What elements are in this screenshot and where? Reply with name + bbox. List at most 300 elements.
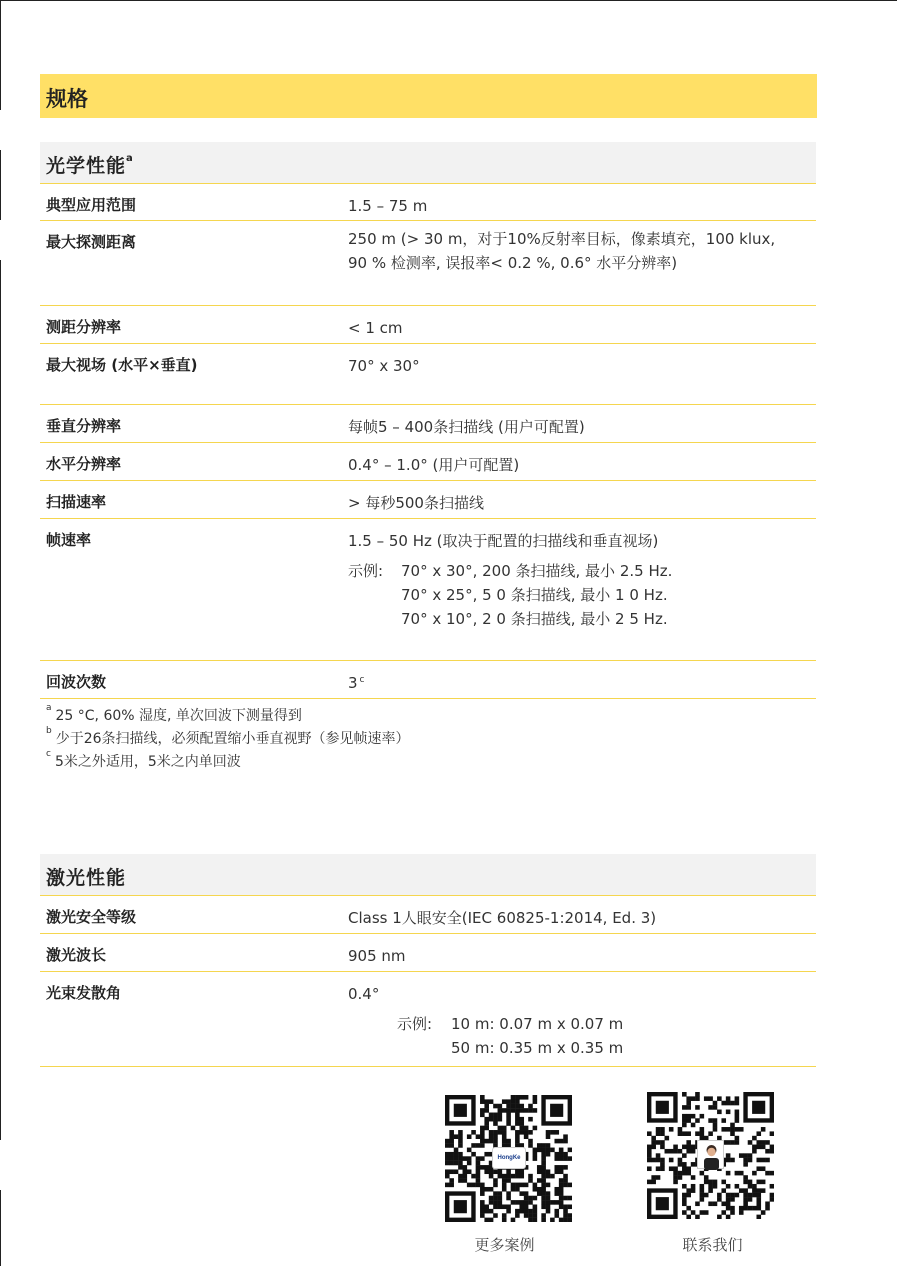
qr-module: [756, 1131, 761, 1136]
qr-module: [682, 1118, 687, 1123]
qr-module: [735, 1114, 740, 1119]
qr-module: [524, 1134, 529, 1139]
qr-module: [563, 1196, 568, 1201]
qr-module: [493, 1183, 498, 1188]
qr-module: [541, 1178, 546, 1183]
qr-module: [554, 1165, 559, 1170]
qr-module: [480, 1156, 485, 1161]
qr-module: [726, 1197, 731, 1202]
contact-avatar: [697, 1140, 724, 1169]
qr-module: [691, 1188, 696, 1193]
spec-row-scan-rate: [40, 481, 816, 519]
optical-section-header: [40, 142, 816, 184]
qr-module: [682, 1092, 687, 1097]
qr-module: [686, 1193, 691, 1198]
qr-module: [528, 1196, 533, 1201]
qr-module: [554, 1169, 559, 1174]
qr-module: [686, 1188, 691, 1193]
qr-module: [515, 1134, 520, 1139]
qr-module: [695, 1131, 700, 1136]
spec-value: 每帧5 – 400条扫描线 (用户可配置): [348, 418, 585, 436]
qr-module: [678, 1175, 683, 1180]
spec-label: 最大探测距离: [46, 233, 137, 251]
qr-module: [541, 1156, 546, 1161]
footnote: [46, 705, 302, 725]
qr-module: [739, 1206, 744, 1211]
qr-module: [682, 1105, 687, 1110]
qr-module: [524, 1130, 529, 1135]
divergence-example: 50 m: 0.35 m x 0.35 m: [451, 1039, 624, 1057]
qr-module: [537, 1191, 542, 1196]
qr-module: [735, 1096, 740, 1101]
qr-module: [765, 1140, 770, 1145]
qr-module: [480, 1165, 485, 1170]
qr-module: [735, 1184, 740, 1189]
qr-module: [678, 1127, 683, 1132]
qr-module: [445, 1143, 450, 1148]
qr-module: [445, 1152, 450, 1157]
qr-module: [743, 1201, 748, 1206]
qr-module: [735, 1136, 740, 1141]
qr-module: [533, 1095, 538, 1100]
qr-module: [651, 1175, 656, 1180]
qr-module: [498, 1104, 503, 1109]
qr-module: [458, 1143, 463, 1148]
qr-module: [651, 1145, 656, 1150]
qr-module: [489, 1218, 494, 1222]
qr-module: [484, 1108, 489, 1113]
spec-value: 0.4° – 1.0° (用户可配置): [348, 456, 520, 474]
qr-module: [554, 1156, 559, 1161]
qr-module: [686, 1105, 691, 1110]
qr-module: [515, 1099, 520, 1104]
qr-module: [748, 1184, 753, 1189]
qr-module: [682, 1131, 687, 1136]
qr-module: [708, 1184, 713, 1189]
qr-module: [445, 1183, 450, 1188]
spec-label: 典型应用范围: [46, 196, 137, 214]
spec-label: 激光安全等级: [46, 908, 137, 926]
qr-module: [519, 1174, 524, 1179]
qr-module: [541, 1183, 546, 1188]
qr-module: [678, 1149, 683, 1154]
spec-row-typical-range: [40, 184, 816, 221]
qr-module: [563, 1156, 568, 1161]
qr-module: [673, 1180, 678, 1185]
qr-module: [550, 1148, 555, 1153]
qr-module: [770, 1171, 774, 1176]
qr-module: [726, 1206, 731, 1211]
qr-module: [717, 1096, 722, 1101]
qr-module: [726, 1140, 731, 1145]
qr-module: [484, 1099, 489, 1104]
qr-module: [761, 1210, 766, 1215]
qr-module: [454, 1152, 459, 1157]
spec-value: 1.5 – 75 m: [348, 197, 428, 215]
qr-module: [524, 1191, 529, 1196]
qr-module: [559, 1183, 564, 1188]
spec-value: [348, 227, 775, 275]
qr-module: [686, 1118, 691, 1123]
qr-module: [524, 1108, 529, 1113]
qr-module: [559, 1156, 564, 1161]
qr-module: [484, 1117, 489, 1122]
qr-module: [756, 1193, 761, 1198]
qr-module: [748, 1193, 753, 1198]
qr-module: [528, 1108, 533, 1113]
qr-module: [528, 1130, 533, 1135]
edge-gap: [0, 1140, 2, 1190]
qr-module: [528, 1143, 533, 1148]
qr-module: [533, 1204, 538, 1209]
qr-module: [541, 1152, 546, 1157]
qr-module: [515, 1121, 520, 1126]
qr-module: [493, 1191, 498, 1196]
qr-module: [506, 1178, 511, 1183]
qr-module: [467, 1169, 472, 1174]
spec-value: 1.5 – 50 Hz (取决于配置的扫描线和垂直视场): [348, 532, 659, 550]
qr-module: [449, 1156, 454, 1161]
frame-rate-example: 70° x 30°, 200 条扫描线, 最小 2.5 Hz.: [401, 562, 673, 580]
qr-module: [528, 1200, 533, 1205]
qr-module: [726, 1101, 731, 1106]
qr-module: [695, 1201, 700, 1206]
qr-module: [752, 1193, 757, 1198]
footnote-text: 5米之外适用，5米之内单回波: [54, 754, 241, 770]
page-title-bar: [40, 74, 817, 118]
qr-module: [726, 1127, 731, 1132]
qr-module: [537, 1187, 542, 1192]
qr-module: [484, 1204, 489, 1209]
frame-rate-example: 70° x 10°, 2 0 条扫描线, 最小 2 5 Hz.: [401, 610, 668, 628]
qr-module: [700, 1127, 705, 1132]
qr-module: [493, 1204, 498, 1209]
qr-module: [673, 1149, 678, 1154]
qr-module: [721, 1201, 726, 1206]
spec-row-horizontal-resolution: [40, 443, 816, 481]
qr-module: [537, 1169, 542, 1174]
qr-module: [533, 1213, 538, 1218]
qr-module: [563, 1134, 568, 1139]
qr-module: [533, 1218, 538, 1222]
qr-module: [656, 1153, 661, 1158]
qr-module: [546, 1196, 551, 1201]
qr-module: [480, 1191, 485, 1196]
qr-module: [682, 1123, 687, 1128]
qr-module: [528, 1209, 533, 1214]
qr-module: [708, 1105, 713, 1110]
qr-module: [515, 1209, 520, 1214]
qr-module: [537, 1165, 542, 1170]
qr-module: [489, 1209, 494, 1214]
qr-module: [471, 1130, 476, 1135]
qr-module: [541, 1196, 546, 1201]
qr-module: [467, 1161, 472, 1166]
qr-module: [748, 1197, 753, 1202]
qr-module: [748, 1180, 753, 1185]
qr-module: [682, 1166, 687, 1171]
qr-module: [660, 1145, 665, 1150]
qr-module: [682, 1114, 687, 1119]
qr-module: [519, 1095, 524, 1100]
qr-module: [519, 1130, 524, 1135]
qr-module: [493, 1178, 498, 1183]
qr-caption-contact: 联系我们: [682, 1236, 743, 1254]
qr-module: [752, 1171, 757, 1176]
qr-module: [669, 1127, 674, 1132]
qr-module: [458, 1156, 463, 1161]
qr-module: [656, 1166, 661, 1171]
qr-module: [682, 1171, 687, 1176]
qr-module: [743, 1158, 748, 1163]
qr-module: [480, 1204, 485, 1209]
qr-module: [660, 1140, 665, 1145]
qr-module: [519, 1104, 524, 1109]
qr-module: [533, 1126, 538, 1131]
qr-module: [686, 1166, 691, 1171]
qr-module: [756, 1140, 761, 1145]
qr-module: [743, 1180, 748, 1185]
qr-module: [533, 1209, 538, 1214]
qr-module: [770, 1184, 774, 1189]
qr-module: [756, 1188, 761, 1193]
qr-module: [463, 1174, 468, 1179]
qr-module: [708, 1131, 713, 1136]
qr-module: [493, 1139, 498, 1144]
spec-label: 测距分辨率: [46, 318, 122, 336]
qr-module: [502, 1174, 507, 1179]
qr-module: [761, 1158, 766, 1163]
qr-module: [691, 1175, 696, 1180]
qr-module: [546, 1200, 551, 1205]
spec-value: Class 1人眼安全(IEC 60825-1:2014, Ed. 3): [348, 909, 657, 927]
qr-module: [528, 1218, 533, 1222]
qr-module: [502, 1126, 507, 1131]
qr-module: [533, 1183, 538, 1188]
qr-module: [559, 1196, 564, 1201]
qr-module: [765, 1158, 770, 1163]
qr-module: [489, 1196, 494, 1201]
qr-module: [541, 1165, 546, 1170]
qr-module: [515, 1174, 520, 1179]
qr-module: [704, 1210, 709, 1215]
qr-module: [700, 1114, 705, 1119]
qr-module: [480, 1213, 485, 1218]
qr-module: [449, 1130, 454, 1135]
qr-module: [682, 1210, 687, 1215]
qr-module: [651, 1140, 656, 1145]
qr-module: [484, 1165, 489, 1170]
qr-module: [647, 1145, 652, 1150]
qr-module: [550, 1130, 555, 1135]
qr-module: [713, 1184, 718, 1189]
qr-module: [445, 1156, 450, 1161]
qr-module: [484, 1169, 489, 1174]
qr-module: [761, 1188, 766, 1193]
qr-module: [449, 1178, 454, 1183]
qr-module: [524, 1213, 529, 1218]
qr-module: [739, 1210, 744, 1215]
qr-module: [673, 1171, 678, 1176]
qr-module: [563, 1209, 568, 1214]
qr-module: [695, 1105, 700, 1110]
qr-module: [498, 1113, 503, 1118]
qr-module: [546, 1134, 551, 1139]
qr-module: [533, 1108, 538, 1113]
qr-module: [691, 1210, 696, 1215]
qr-module: [458, 1161, 463, 1166]
qr-module: [480, 1183, 485, 1188]
qr-module: [563, 1165, 568, 1170]
qr-module: [480, 1134, 485, 1139]
qr-module: [506, 1191, 511, 1196]
qr-module: [528, 1174, 533, 1179]
qr-module: [726, 1193, 731, 1198]
qr-module: [559, 1178, 564, 1183]
qr-module: [568, 1148, 572, 1153]
qr-module: [730, 1158, 735, 1163]
qr-module: [519, 1209, 524, 1214]
qr-module: [519, 1108, 524, 1113]
qr-module: [656, 1140, 661, 1145]
laser-section-header: [40, 854, 816, 896]
qr-module: [489, 1117, 494, 1122]
spec-value: 905 nm: [348, 947, 406, 965]
qr-module: [559, 1148, 564, 1153]
qr-module: [537, 1148, 542, 1153]
optical-title-text: 光学性能: [46, 155, 127, 177]
qr-module: [463, 1169, 468, 1174]
qr-module: [743, 1188, 748, 1193]
qr-module: [708, 1096, 713, 1101]
qr-module: [647, 1153, 652, 1158]
qr-module: [708, 1188, 713, 1193]
qr-module: [647, 1131, 652, 1136]
optical-title-footnote-mark: a: [126, 152, 134, 164]
qr-module: [726, 1158, 731, 1163]
qr-module: [726, 1215, 731, 1219]
qr-module: [761, 1145, 766, 1150]
qr-module: [515, 1113, 520, 1118]
qr-module: [708, 1180, 713, 1185]
qr-module: [449, 1183, 454, 1188]
qr-module: [480, 1143, 485, 1148]
qr-module: [493, 1200, 498, 1205]
qr-module: [686, 1215, 691, 1219]
qr-module: [458, 1152, 463, 1157]
qr-module: [660, 1158, 665, 1163]
qr-module: [511, 1104, 516, 1109]
qr-module: [651, 1158, 656, 1163]
qr-module: [726, 1096, 731, 1101]
qr-module: [726, 1201, 731, 1206]
spec-label: 帧速率: [46, 531, 92, 549]
qr-module: [761, 1180, 766, 1185]
qr-module: [511, 1218, 516, 1222]
qr-module: [686, 1140, 691, 1145]
qr-module: [449, 1134, 454, 1139]
qr-module: [550, 1174, 555, 1179]
qr-module: [519, 1204, 524, 1209]
qr-module: [651, 1180, 656, 1185]
qr-module: [480, 1200, 485, 1205]
qr-module: [563, 1139, 568, 1144]
qr-module: [449, 1139, 454, 1144]
qr-module: [748, 1140, 753, 1145]
qr-module: [708, 1118, 713, 1123]
qr-module: [493, 1169, 498, 1174]
qr-module: [686, 1131, 691, 1136]
qr-module: [686, 1171, 691, 1176]
qr-module: [660, 1166, 665, 1171]
qr-module: [563, 1152, 568, 1157]
qr-module: [765, 1171, 770, 1176]
qr-module: [528, 1139, 533, 1144]
qr-module: [669, 1149, 674, 1154]
qr-module: [691, 1145, 696, 1150]
qr-module: [519, 1169, 524, 1174]
qr-module: [546, 1169, 551, 1174]
page-top-edge: [0, 0, 897, 1]
qr-module: [484, 1104, 489, 1109]
qr-module: [489, 1113, 494, 1118]
qr-module: [476, 1183, 481, 1188]
qr-module: [752, 1149, 757, 1154]
edge-gap: [0, 220, 2, 260]
qr-module: [665, 1149, 670, 1154]
qr-module: [515, 1117, 520, 1122]
qr-module: [524, 1126, 529, 1131]
qr-module: [541, 1218, 546, 1222]
qr-module: [458, 1174, 463, 1179]
qr-module: [506, 1204, 511, 1209]
qr-module: [445, 1174, 450, 1179]
qr-module: [756, 1158, 761, 1163]
qr-module: [761, 1127, 766, 1132]
spec-row-frame-rate: [40, 519, 816, 661]
qr-module: [502, 1183, 507, 1188]
qr-module: [471, 1143, 476, 1148]
qr-module: [713, 1127, 718, 1132]
qr-module: [568, 1213, 572, 1218]
qr-module: [467, 1183, 472, 1188]
qr-module: [476, 1143, 481, 1148]
optical-section-title: [46, 151, 134, 178]
qr-module: [756, 1215, 761, 1219]
qr-module: [484, 1218, 489, 1222]
qr-module: [739, 1188, 744, 1193]
qr-module: [691, 1149, 696, 1154]
spec-row-vertical-resolution: [40, 405, 816, 443]
qr-module: [554, 1130, 559, 1135]
qr-module: [528, 1104, 533, 1109]
qr-module: [735, 1140, 740, 1145]
spec-value-line: 250 m (> 30 m，对于10%反射率目标，像素填充，100 klux,: [348, 230, 776, 248]
qr-module: [484, 1209, 489, 1214]
qr-module: [502, 1218, 507, 1222]
qr-module: [480, 1113, 485, 1118]
qr-module: [449, 1169, 454, 1174]
qr-module: [695, 1092, 700, 1097]
qr-module: [511, 1174, 516, 1179]
qr-module: [686, 1096, 691, 1101]
qr-module: [493, 1121, 498, 1126]
qr-module: [691, 1184, 696, 1189]
qr-module: [445, 1139, 450, 1144]
qr-module: [752, 1136, 757, 1141]
qr-module: [476, 1169, 481, 1174]
qr-module: [541, 1191, 546, 1196]
